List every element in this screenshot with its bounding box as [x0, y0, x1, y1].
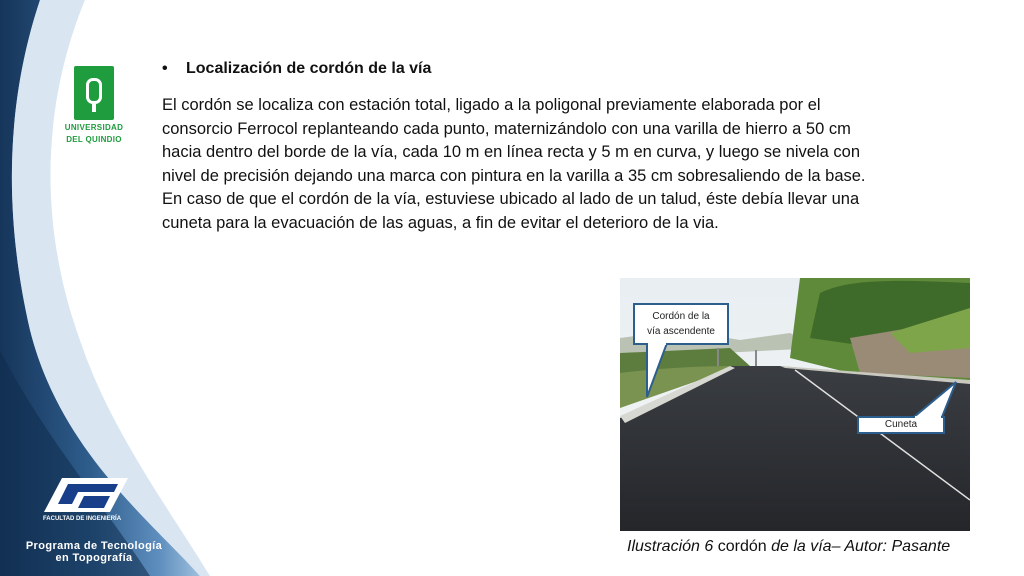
figure-caption — [627, 538, 1007, 556]
faculty-label: FACULTAD DE INGENIERÍA — [42, 516, 122, 522]
callout-cordon-line1: Cordón de la — [652, 311, 710, 322]
callout-cordon — [633, 303, 729, 345]
faculty-logo-icon — [44, 476, 128, 514]
university-logo-icon — [74, 66, 114, 120]
callout-cuneta-pointer — [912, 380, 958, 418]
university-logo — [64, 66, 124, 144]
bullet-heading: • Localización de cordón de la vía — [162, 60, 432, 77]
callout-cordon-line2: vía ascendente — [647, 326, 715, 337]
caption-part2: cordón — [713, 538, 772, 555]
caption-part1: Ilustración 6 — [627, 538, 714, 555]
program-name — [14, 540, 174, 564]
callout-cuneta: Cuneta — [857, 416, 945, 434]
paragraph-1: El cordón se localiza con estación total, ligado a la poligonal previamente elaborada por el consorcio Ferrocol replanteando cada punto, maternizándolo con una varilla de hierro a 50 cm hacia dentro del borde de la vía, cada 10 m en línea recta y 5 m en curva, y luego se nivela con nivel de precisión dejando una marca con pintura en la varilla a 35 cm sobresaliendo de la base. — [162, 96, 866, 185]
program-line2: en Topografía — [55, 552, 133, 564]
university-name-line2: DEL QUINDIO — [66, 135, 122, 144]
caption-part3: de la vía– Autor: Pasante — [771, 538, 951, 555]
program-line1: Programa de Tecnología — [25, 540, 163, 552]
bullet-heading-text: Localización de cordón de la vía — [186, 60, 432, 77]
callout-cordon-pointer — [645, 343, 671, 399]
slide-content — [162, 60, 872, 235]
paragraph-2: En caso de que el cordón de la vía, estuviese ubicado al lado de un talud, éste debía llevar una cuneta para la evacuación de las aguas, a fin de evitar el deterioro de la via. — [162, 190, 860, 232]
university-name-line1: UNIVERSIDAD — [64, 123, 124, 132]
